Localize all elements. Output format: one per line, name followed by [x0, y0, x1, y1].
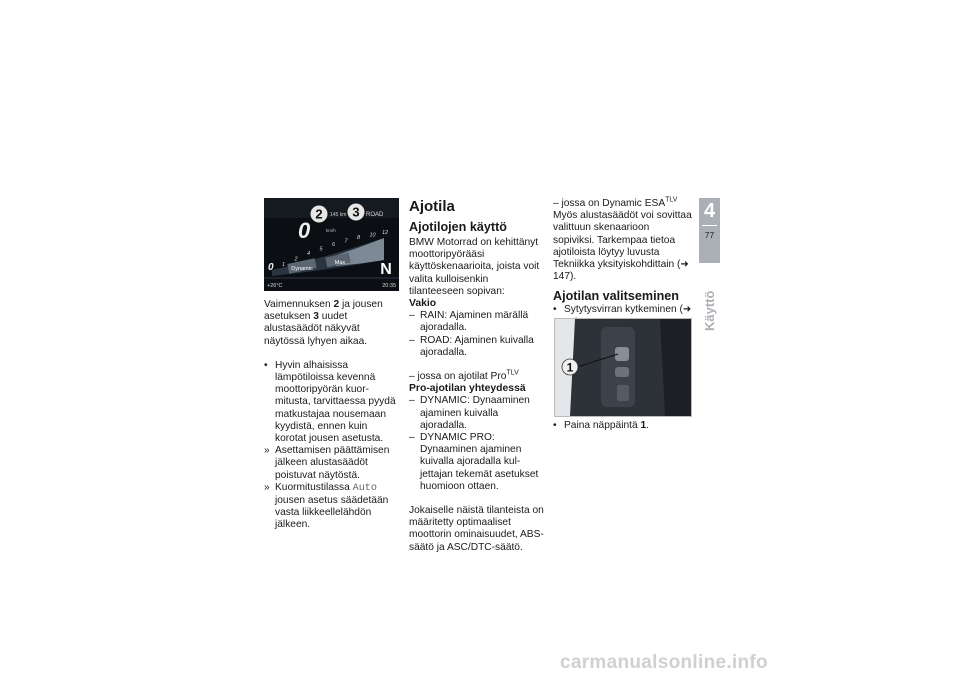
- handlebar-switch-photo: [555, 319, 691, 416]
- range-readout: 145 km: [330, 212, 347, 218]
- mode-readout: ROAD: [366, 212, 384, 218]
- intro-paragraph: Vaimennuksen 2 ja jousen asetuksen 3 uudet alustasäädöt näkyvät näytössä lyhyen aikaa.: [264, 299, 383, 347]
- clock-readout: 20:35: [382, 283, 396, 289]
- pro-note: – jossa on ajotilat Pro$^{TLV}$: [409, 369, 519, 383]
- vakio-heading: Vakio: [409, 298, 437, 310]
- callout-1: 1: [566, 360, 574, 375]
- intro-paragraph: BMW Motorrad on kehittänyt moottoripyörääsi käyttöskenaarioita, joista voit valita kulloisenkin tilanteeseen sopivan:: [409, 237, 540, 297]
- rpm-tick-label: 4: [307, 251, 311, 258]
- result-item: » Kuormitustilassa Auto jousen asetus säädetään vasta liikkeellelähdön jälkeen.: [264, 481, 389, 531]
- rpm-tick-label: 12: [382, 230, 389, 236]
- watermark: carmanualsonline.info: [560, 652, 768, 673]
- tab-divider: [702, 225, 717, 226]
- speed-unit: km/h: [326, 228, 336, 233]
- temperature-readout: +26°C: [267, 283, 283, 289]
- speed-readout: 0: [298, 218, 311, 243]
- chapter-number: 4: [703, 200, 716, 222]
- rpm-tick-label: 6: [332, 242, 336, 248]
- column-1: [264, 299, 400, 532]
- closing-paragraph: Jokaiselle näistä tilanteista on määritetty optimaaliset moottorin ominaisuudet, ABS-säätö ja ASC/DTC-säätö.: [409, 505, 544, 553]
- handlebar-figure: [554, 318, 692, 417]
- press-step: • Paina näppäintä 1.: [553, 420, 649, 431]
- list-item: – DYNAMIC PRO: Dynaaminen ajaminen kuivalla ajoradalla kuljettajan tekemät asetukset huomioon ottaen.: [409, 432, 539, 492]
- rpm-tick-label: 8: [357, 235, 361, 242]
- rpm-tick-label: 2: [294, 256, 298, 263]
- column-2: [409, 198, 546, 554]
- rpm-tick-label: 5: [319, 246, 323, 253]
- esa-note: – jossa on Dynamic $ESA^{TLV}$: [553, 196, 678, 209]
- pro-heading: Pro-ajotilan yhteydessä: [409, 383, 526, 395]
- callout-2: 2: [315, 206, 323, 222]
- esa-paragraph: Myös alustasäädöt voi sovittaa valittuun skenaarioon sopiviksi. Tarkempaa tietoa ajotiloista löytyy luvusta Tekniikka yksityiskohdittain (➜ 147).: [553, 210, 692, 283]
- section-title: Ajotila: [409, 198, 455, 215]
- result-item: » Asettamisen päättämisen jälkeen alustasäädöt poistuvat näytöstä.: [264, 445, 390, 481]
- bullet-item: • Hyvin alhaisissa lämpötiloissa kevennä moottoripyörän kuormitusta, tarvittaessa pyydä matkustajaa nousemaan kyydistä, ennen kuin korotat jousen asetusta.: [264, 359, 396, 445]
- rpm-tick-label: 7: [344, 238, 348, 245]
- callout-3: 3: [352, 204, 360, 220]
- svg-text:0: 0: [268, 262, 274, 273]
- bullet-item: • Sytytysvirran kytkeminen (➜: [553, 304, 692, 316]
- list-item: – RAIN: Ajaminen märällä ajoradalla.: [409, 310, 529, 334]
- list-item: – DYNAMIC: Dynaaminen ajaminen kuivalla ajoradalla.: [409, 395, 530, 431]
- gear-indicator: N: [380, 261, 392, 278]
- rpm-tick-label: 10: [369, 232, 376, 239]
- chapter-label: Käyttö: [702, 290, 717, 331]
- page-number: 77: [704, 230, 715, 240]
- list-item: – ROAD: Ajaminen kuivalla ajoradalla.: [409, 334, 534, 358]
- dashboard-display: [264, 198, 399, 291]
- column-3: [553, 198, 692, 329]
- section-heading: Ajotilan valitseminen: [553, 289, 679, 304]
- rpm-tick-label: 1: [282, 262, 286, 268]
- option-max: Max: [334, 260, 346, 266]
- dashboard-figure: [264, 198, 399, 291]
- section-subtitle: Ajotilojen käyttö: [409, 220, 507, 234]
- option-dynamic: Dynamic: [291, 266, 313, 272]
